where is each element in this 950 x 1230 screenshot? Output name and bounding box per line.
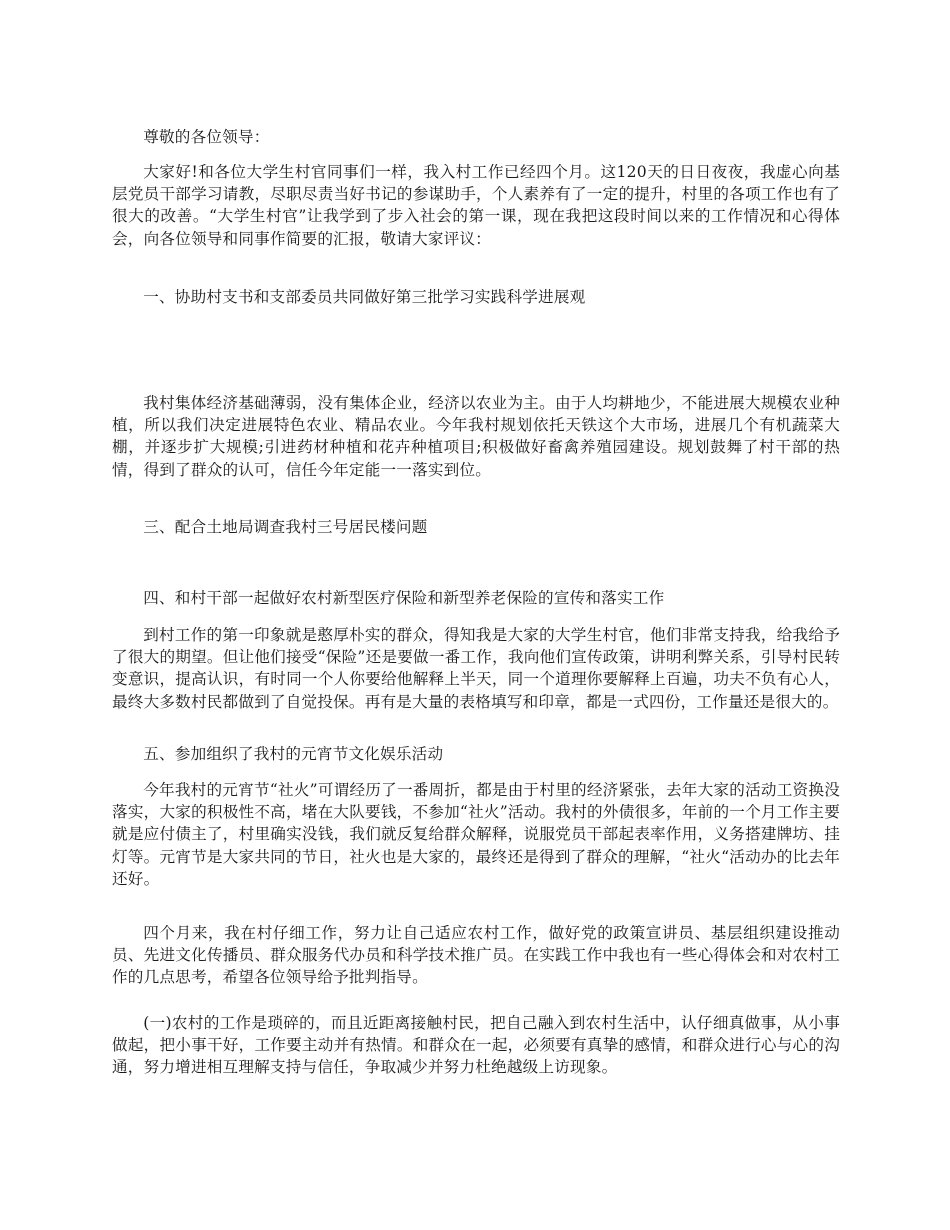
section-5-paragraph: 今年我村的元宵节“社火”可谓经历了一番周折，都是由于村里的经济紧张，去年大家的活动工资换没落实，大家的积极性不高，堵在大队要钱，不参加“社火”活动。我村的外债很多，年前的一个月工作主要就是应付债主了，村里确实没钱，我们就反复给群众解释，说服党员干部起表率作用，义务搭建牌坊、挂灯等。元宵节是大家共同的节日，社火也是大家的，最终还是得到了群众的理解，“社火“活动办的比去年还好。 [112, 781, 840, 888]
section-5-heading: 五、参加组织了我村的元宵节文化娱乐活动 [143, 745, 444, 763]
section-4-paragraph: 到村工作的第一印象就是憨厚朴实的群众，得知我是大家的大学生村官，他们非常支持我，给我给予了很大的期望。但让他们接受“保险”还是要做一番工作，我向他们宣传政策，讲明利弊关系，引导村民转变意识，提高认识，有时同一个人你要给他解释上半天，同一个道理你要解释上百遍，功夫不负有心人，最终大多数村民都做到了自觉投保。再有是大量的表格填写和印章，都是一式四份，工作量还是很大的。 [112, 626, 840, 711]
salutation: 尊敬的各位领导： [143, 128, 270, 146]
point-1-paragraph: (一)农村的工作是琐碎的，而且近距离接触村民，把自己融入到农村生活中，认仔细真做事，从小事做起，把小事干好，工作要主动并有热情。和群众在一起，必须要有真挚的感情，和群众进行心与心的沟通，努力增进相互理解支持与信任，争取减少并努力杜绝越级上访现象。 [112, 1014, 840, 1077]
reflection-paragraph: 四个月来，我在村仔细工作，努力让自己适应农村工作，做好党的政策宣讲员、基层组织建设推动员、先进文化传播员、群众服务代办员和科学技术推广员。在实践工作中我也有一些心得体会和对农村工作的几点思考，希望各位领导给予批判指导。 [112, 924, 840, 987]
section-3-heading: 三、配合土地局调查我村三号居民楼问题 [143, 518, 428, 536]
section-1-heading: 一、协助村支书和支部委员共同做好第三批学习实践科学进展观 [143, 288, 586, 306]
section-2-paragraph: 我村集体经济基础薄弱，没有集体企业，经济以农业为主。由于人均耕地少，不能进展大规模农业种植，所以我们决定进展特色农业、精品农业。今年我村规划依托天铁这个大市场，进展几个有机蔬菜大棚，并逐步扩大规模;引进药材种植和花卉种植项目;积极做好畜禽养殖园建设。规划鼓舞了村干部的热情，得到了群众的认可，信任今年定能一一落实到位。 [112, 394, 840, 479]
intro-paragraph: 大家好!和各位大学生村官同事们一样，我入村工作已经四个月。这120天的日日夜夜，我虚心向基层党员干部学习请教，尽职尽责当好书记的参谋助手，个人素养有了一定的提升，村里的各项工作也有了很大的改善。“大学生村官”让我学到了步入社会的第一课，现在我把这段时间以来的工作情况和心得体会，向各位领导和同事作简要的汇报，敬请大家评议： [112, 163, 840, 248]
section-4-heading: 四、和村干部一起做好农村新型医疗保险和新型养老保险的宣传和落实工作 [143, 589, 665, 607]
